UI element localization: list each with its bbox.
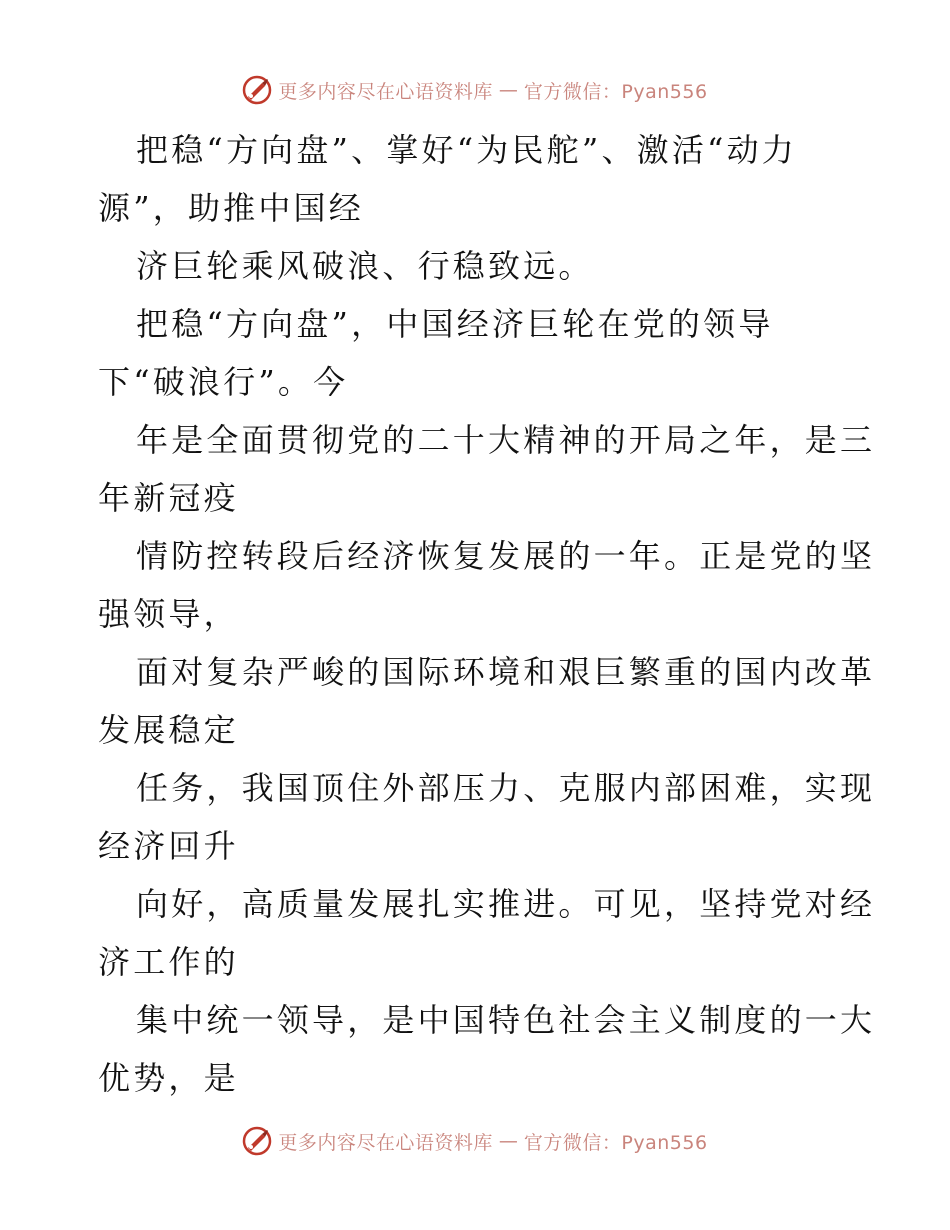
body-line: 任务，我国顶住外部压力、克服内部困难，实现 [136,769,876,807]
body-line: 面对复杂严峻的国际环境和艰巨繁重的国内改革 [136,653,876,691]
body-line: 年新冠疫 [98,479,239,517]
body-line: 年是全面贯彻党的二十大精神的开局之年，是三 [136,421,876,459]
body-line: 下“破浪行”。今 [98,363,349,401]
body-line: 把稳“方向盘”、掌好“为民舵”、激活“动力 [136,131,797,169]
body-line: 源”，助推中国经 [98,189,364,227]
body-line: 把稳“方向盘”，中国经济巨轮在党的领导 [136,305,774,343]
watermark [242,1126,707,1156]
body-line: 济工作的 [98,943,239,981]
watermark-site-text: 更多内容尽在心语资料库 [278,80,493,103]
header-watermark [0,72,950,108]
body-line: 集中统一领导，是中国特色社会主义制度的一大 [136,1001,876,1039]
body-line: 情防控转段后经济恢复发展的一年。正是党的坚 [136,537,876,575]
body-line: 发展稳定 [98,711,239,749]
body-line: 济巨轮乘风破浪、行稳致远。 [136,247,594,285]
body-line: 优势，是 [98,1059,239,1097]
watermark-wechat-text: 官方微信：Pyan556 [523,1131,708,1154]
body-line: 强领导， [98,595,239,633]
body-line: 向好，高质量发展扎实推进。可见，坚持党对经 [136,885,876,923]
watermark-separator: — [498,1130,518,1152]
pen-logo-icon [242,75,272,105]
watermark [242,75,707,105]
pen-logo-icon [242,1126,272,1156]
watermark-separator: — [498,79,518,101]
watermark-site-text: 更多内容尽在心语资料库 [278,1131,493,1154]
watermark-wechat-text: 官方微信：Pyan556 [523,80,708,103]
footer-watermark [0,1123,950,1159]
body-line: 经济回升 [98,827,239,865]
